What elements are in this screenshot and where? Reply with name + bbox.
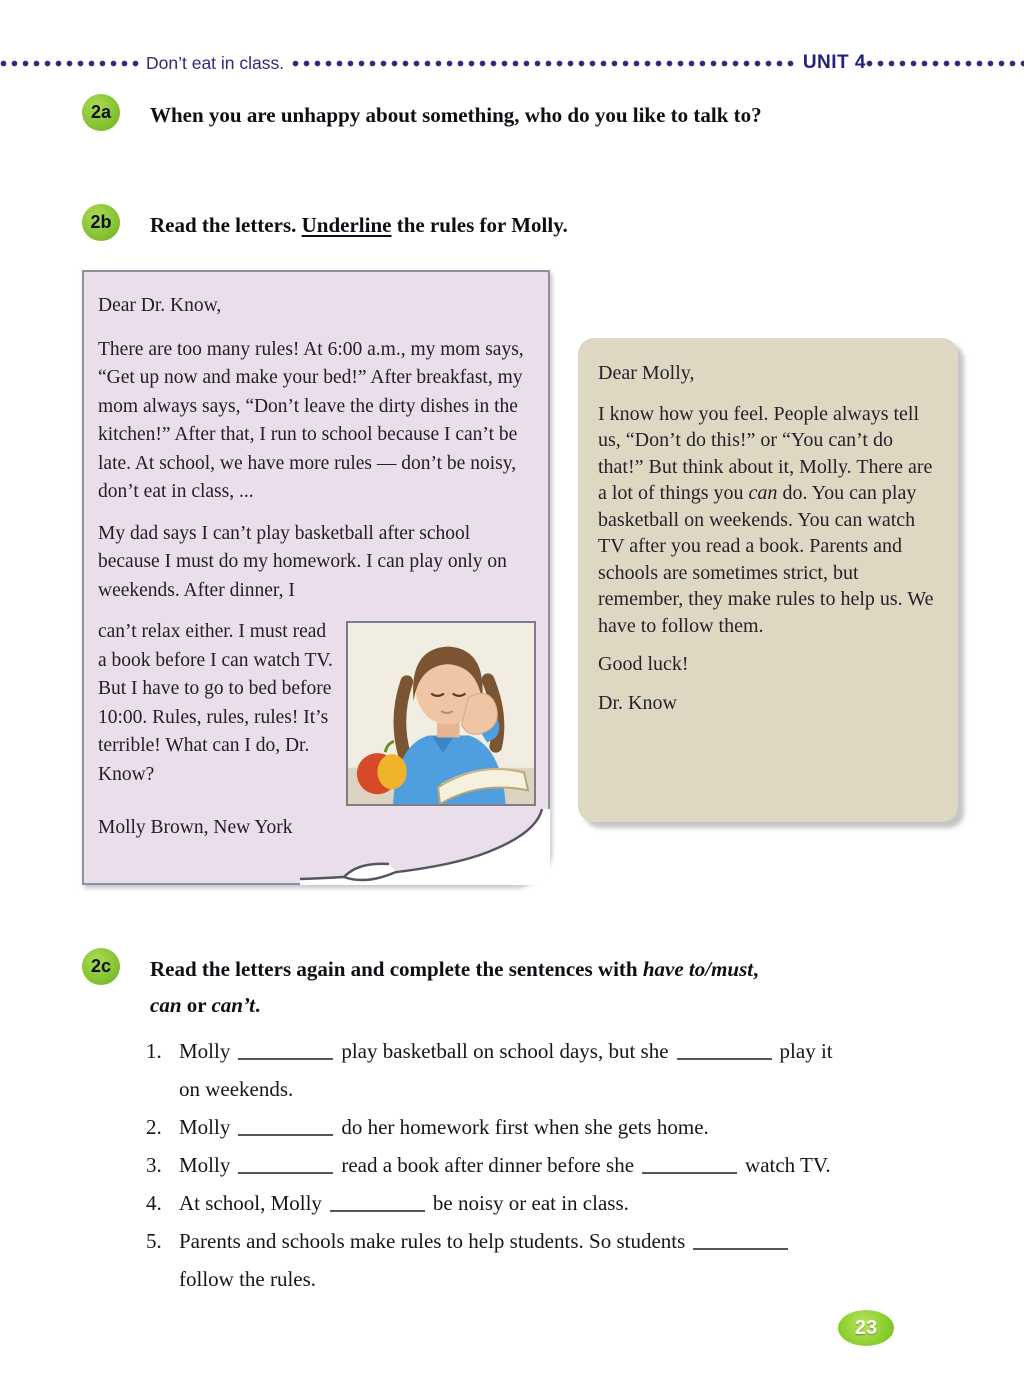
molly-paragraph-2: My dad says I can’t play basketball after school because I must do my homework. I can play only on weekends. After dinner, I: [98, 522, 507, 601]
prompt-2b-underlined: Underline: [301, 213, 392, 237]
answer-blank: [693, 1230, 788, 1250]
item-text: watch TV.: [745, 1153, 831, 1177]
molly-signature: Molly Brown, New York: [98, 817, 293, 838]
section-2c: [82, 948, 984, 1023]
prompt-2b-post: the rules for Molly.: [391, 213, 568, 237]
dotted-rule-left: [0, 60, 140, 67]
molly-salutation: Dear Dr. Know,: [98, 295, 222, 316]
drknow-paragraph-italic: can: [748, 482, 778, 504]
item-text: Parents and schools make rules to help students. So students: [179, 1229, 686, 1253]
prompt-2a: When you are unhappy about something, who do you like to talk to?: [150, 103, 762, 127]
item-number: 2.: [146, 1115, 162, 1139]
prompt-2c-line2-italic1: can: [150, 993, 182, 1017]
lesson-title: Don’t eat in class.: [146, 52, 285, 73]
drknow-paragraph-pre: I know how you feel. People always tell us, “Don’t do this!” or “You can’t do that!” But think about it, Molly. There are a lot of things you: [598, 402, 933, 504]
exercise-item-5: [146, 1222, 964, 1298]
exercise-item-3: [146, 1146, 964, 1184]
item-text: play it: [779, 1039, 833, 1063]
drknow-paragraph-post: do. You can play basketball on weekends. You can watch TV after you read a book. Parents and schools are sometimes strict, but remember, they make rules to help us. We have to follow them.: [598, 482, 934, 637]
item-text-line2: follow the rules.: [179, 1267, 317, 1291]
answer-blank: [330, 1192, 425, 1212]
unit-label: UNIT 4: [802, 52, 866, 73]
badge-2c: 2c: [82, 948, 120, 985]
molly-paragraph-3-with-photo: [98, 618, 536, 789]
dotted-rule-right: [866, 60, 1024, 67]
item-text: read a book after dinner before she: [341, 1153, 635, 1177]
prompt-2b-pre: Read the letters.: [150, 213, 302, 237]
answer-blank: [238, 1154, 333, 1174]
letter-from-molly: [82, 270, 550, 885]
item-text: Molly: [179, 1153, 231, 1177]
badge-2b: 2b: [82, 204, 120, 241]
section-2b: [82, 204, 984, 243]
answer-blank: [238, 1040, 333, 1060]
answer-blank: [642, 1154, 737, 1174]
item-number: 5.: [146, 1229, 162, 1253]
girl-reading-photo: [346, 621, 536, 806]
prompt-2c-line2-mid: or: [181, 993, 212, 1017]
girl-reading-illustration: [348, 623, 534, 804]
molly-paragraph-3: can’t relax either. I must read a book before I can watch TV. But I have to go to bed before 10:00. Rules, rules, rules! It’s terrible! What can I do, Dr. Know?: [98, 621, 333, 785]
prompt-2c-line1-pre: Read the letters again and complete the sentences with: [150, 957, 643, 981]
exercise-list: [146, 1032, 964, 1298]
section-2a: [82, 94, 984, 133]
drknow-paragraph-1: [598, 401, 938, 640]
page-header: [0, 52, 1024, 74]
item-text: At school, Molly: [179, 1191, 322, 1215]
item-number: 4.: [146, 1191, 162, 1215]
item-number: 1.: [146, 1039, 162, 1063]
prompt-2c-line2-italic2: can’t: [211, 993, 256, 1017]
exercise-item-1: [146, 1032, 964, 1108]
item-number: 3.: [146, 1153, 162, 1177]
answer-blank: [238, 1116, 333, 1136]
prompt-2c-line1-italic: have to/must: [642, 957, 754, 981]
letter-from-dr-know: [578, 338, 958, 822]
prompt-2c: [150, 951, 758, 1023]
answer-blank: [677, 1040, 772, 1060]
item-text: do her homework first when she gets home.: [341, 1115, 709, 1139]
molly-paragraph-1: There are too many rules! At 6:00 a.m., my mom says, “Get up now and make your bed!” After breakfast, my mom always says, “Don’t leave the dirty dishes in the kitchen!” After that, I run to school because I can’t be late. At school, we have more rules — don’t be noisy, don’t eat in class, ...: [98, 338, 524, 502]
prompt-2c-line1-end: ,: [753, 957, 759, 981]
prompt-2c-line2-end: .: [255, 993, 261, 1017]
item-text-line2: on weekends.: [179, 1077, 294, 1101]
page-number-badge: 23: [838, 1310, 894, 1346]
prompt-2b: [150, 207, 568, 243]
badge-2a: 2a: [82, 94, 120, 131]
exercise-item-2: [146, 1108, 964, 1146]
item-text: be noisy or eat in class.: [432, 1191, 629, 1215]
drknow-signature: Dr. Know: [598, 691, 677, 714]
item-text: play basketball on school days, but she: [341, 1039, 669, 1063]
page-curl: [300, 809, 550, 885]
drknow-salutation: Dear Molly,: [598, 362, 695, 384]
item-text: Molly: [179, 1039, 231, 1063]
item-text: Molly: [179, 1115, 231, 1139]
apple-yellow: [377, 754, 406, 789]
drknow-closing: Good luck!: [598, 653, 689, 675]
exercise-item-4: [146, 1184, 964, 1222]
dotted-rule-middle: [292, 60, 795, 67]
